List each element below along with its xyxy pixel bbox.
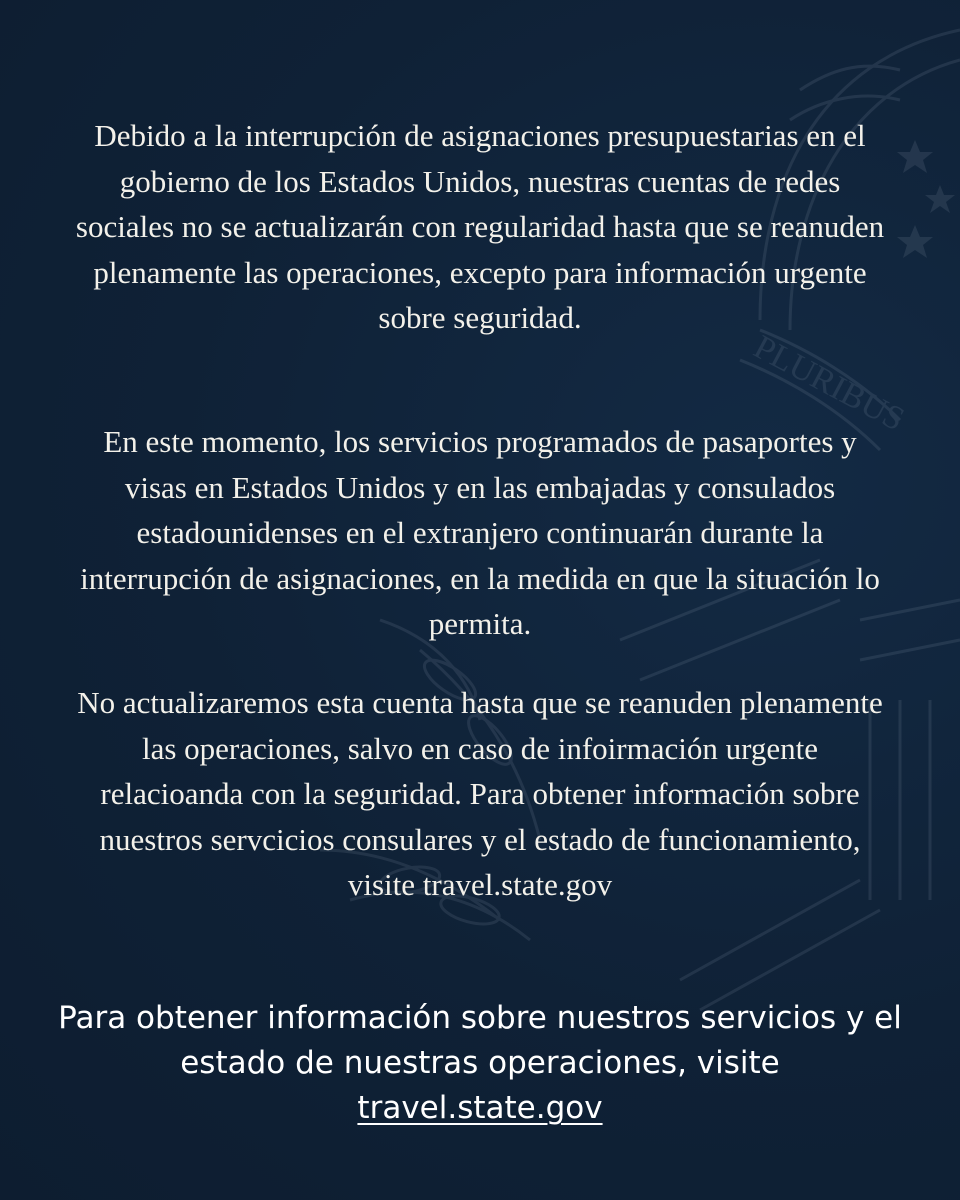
seal-motto: PLURIBUS (747, 328, 911, 439)
notice-paragraph-account-updates: No actualizaremos esta cuenta hasta que se reanuden plenamente las operaciones, salvo en caso de infoirmación urgente relacioanda con la seguridad. Para obtener información sobre nuestros servcicios consulares y el estado de funcionamiento, visite travel.state.gov (77, 685, 883, 902)
notice-paragraph-services: En este momento, los servicios programados de pasaportes y visas en Estados Unidos y en las embajadas y consulados estadounidenses en el extranjero continuarán durante la interrupción de asignaciones, en la medida en que la situación lo permita. (80, 424, 880, 641)
footer-text: Para obtener información sobre nuestros servicios y el estado de nuestras operaciones, visite (58, 1000, 902, 1081)
notice-paragraph-funding-lapse: Debido a la interrupción de asignaciones presupuestarias en el gobierno de los Estados Unidos, nuestras cuentas de redes sociales no se actualizarán con regularidad hasta que se reanuden plenamente las operaciones, excepto para información urgente sobre seguridad. (75, 118, 885, 335)
footer-info (20, 996, 940, 1131)
travel-state-gov-link[interactable]: travel.state.gov (357, 1090, 603, 1126)
